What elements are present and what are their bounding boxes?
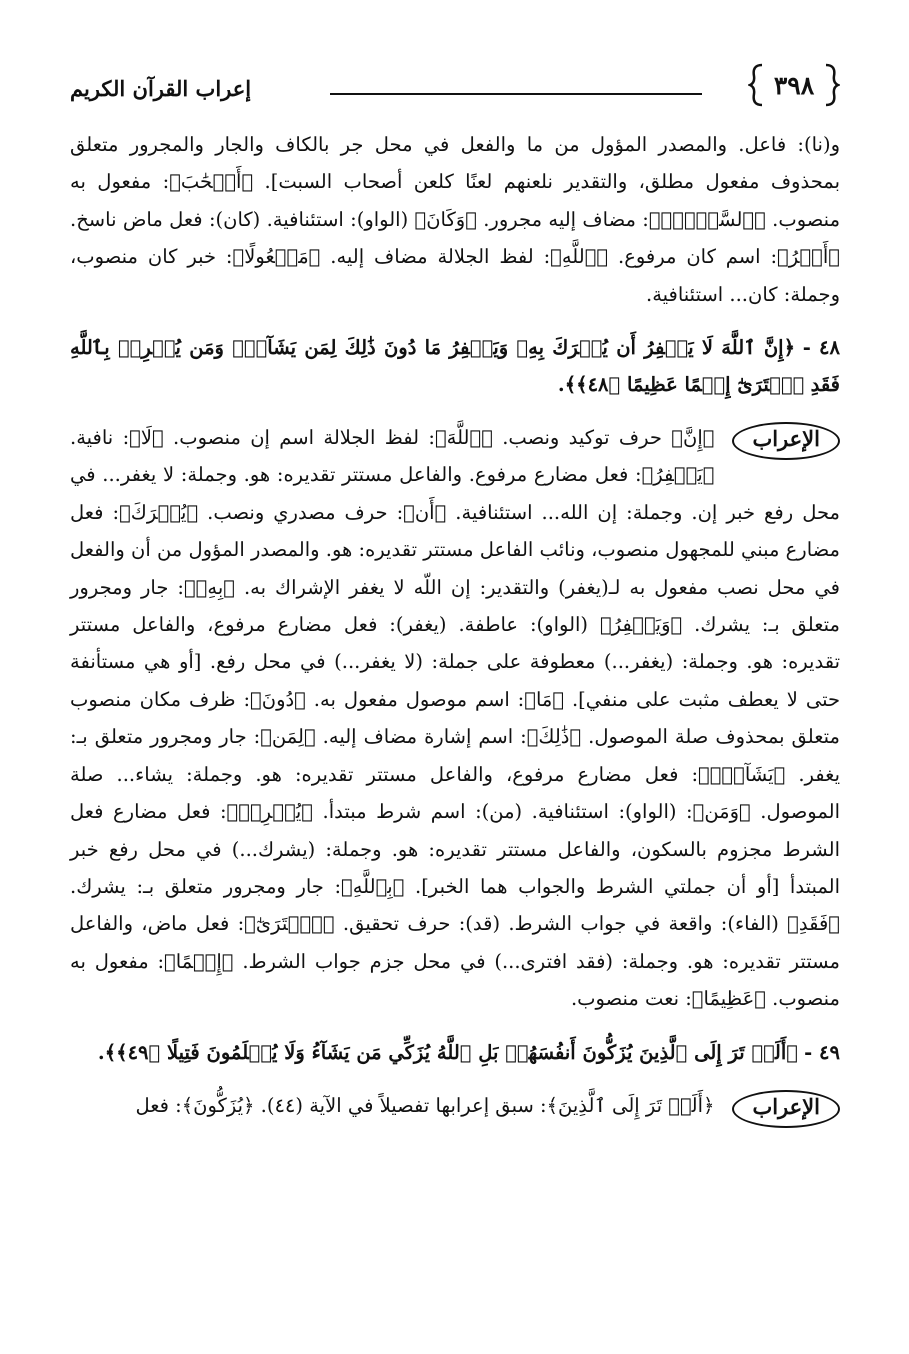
text-line: نافية. ﴿يَغۡفِرُ﴾: فعل مضارع مرفوع. والفاعل مستتر تقديره: هو. وجملة: لا يغفر... في محل (70, 426, 840, 524)
verse-text-line: ﴿إِنَّ ٱللَّهَ لَا يَغۡفِرُ أَن يُشۡرَكَ بِهِۦ وَيَغۡفِرُ مَا دُونَ ذَٰلِكَ لِمَن يَشَآءُۚ وَمَن يُشۡرِكۡ بِٱللَّهِ فَقَدِ (70, 336, 840, 397)
text-line: مضارع مبني للمجهول منصوب، ونائب الفاعل مستتر تقديره: هو. والمصدر المؤول من أن والفعل (70, 538, 840, 562)
text-line: جواب الشرط. (قد): حرف تحقيق. ﴿ٱفۡتَرَىٰٓ﴾: فعل ماض، والفاعل مستتر تقديره: هو. وجملة: (70, 912, 840, 973)
header-rule (330, 93, 702, 95)
commentary-paragraph (70, 126, 840, 313)
page-number-badge (748, 62, 840, 108)
verse-48 (70, 329, 840, 403)
verse-number: ٤٨ - (802, 336, 840, 360)
verse-text-line: ﴿أَلَمۡ تَرَ إِلَى ٱلَّذِينَ يُزَكُّونَ أَنفُسَهُمۚ بَلِ ٱللَّهُ يُزَكِّي مَن يَشَآءُ وَلَا يُظۡلَمُونَ فَتِيلًا ﴿٤٩﴾﴾. (97, 1040, 798, 1064)
text-line: ﴿أَلَمۡ تَرَ إِلَى ٱلَّذِينَ﴾: سبق إعرابها تفصيلاً في الآية (٤٤). ﴿يُزَكُّونَ﴾: فعل (135, 1093, 715, 1117)
verse-text-line: ٱفۡتَرَىٰٓ إِثۡمًا عَظِيمًا ﴿٤٨﴾﴾. (557, 373, 805, 397)
text-line: هو. وجملة: (يغفر...) معطوفة على جملة: (لا يغفر...) في محل رفع. [أو هي مستأنفة حتى لا (70, 650, 841, 711)
text-line: كان... استئنافية. (646, 282, 778, 306)
text-line: منصوب. (570, 987, 639, 1011)
text-line: اسم كان مرفوع. ﴿ٱللَّهِ﴾: لفظ الجلالة مضاف إليه. ﴿مَفۡعُولًا﴾: خبر كان منصوب، وجملة: (70, 245, 840, 306)
verse-number: ٤٩ - (804, 1040, 840, 1064)
text-line: ﴿إِنَّ﴾ حرف توكيد ونصب. ﴿ٱللَّهَ﴾: لفظ الجلالة اسم إن منصوب. ﴿لَا﴾: (122, 426, 715, 450)
verse-49 (70, 1034, 840, 1071)
text-line: يعطف مثبت على منفي]. ﴿مَا﴾: اسم موصول مفعول به. ﴿دُونَ﴾: ظرف مكان منصوب متعلق (70, 687, 840, 749)
text-line: ﴿وَمَن﴾: (الواو): استئنافية. (من): اسم شرط مبتدأ. ﴿يُشۡرِكۡ﴾: فعل مضارع فعل الشرط مجزوم (70, 800, 841, 861)
text-line: في محل نصب مفعول به لـ(يغفر) والتقدير: إن اللّه لا يغفر الإشراك به. ﴿بِهِۦ﴾: جار ومجرور (70, 575, 840, 599)
text-line: رفع خبر إن. وجملة: إن الله... استئنافية. ﴿أَن﴾: حرف مصدري ونصب. ﴿يُشۡرَكَ﴾: فعل (70, 500, 794, 524)
irab-paragraph (70, 1087, 840, 1124)
text-line: بمحذوف صلة الموصول. ﴿ذَٰلِكَ﴾: اسم إشارة مضاف إليه. ﴿لِمَن﴾: جار ومجرور متعلق بـ: (70, 725, 785, 749)
text-line: بالسكون، والفاعل مستتر تقديره: هو. وجملة: (يشرك...) في محل رفع خبر المبتدأ [أو أن جملتي (70, 837, 840, 898)
book-title: إعراب القرآن الكريم (70, 76, 252, 101)
text-line: الشرط والجواب هما الخبر]. ﴿بِٱللَّهِ﴾: جار ومجرور متعلق بـ: يشرك. ﴿فَقَدِ﴾ (الفاء): واقعة في (70, 874, 840, 936)
text-line: ﴿ٱلسَّبۡتِۚ﴾: مضاف إليه مجرور. ﴿وَكَانَ﴾ (الواو): استئنافية. (كان): فعل ماض ناسخ. ﴿أَمۡرُ﴾: (70, 207, 840, 269)
text-line: يغفر. ﴿يَشَآءُۚ﴾: فعل مضارع مرفوع، والفاعل مستتر تقديره: هو. وجملة: يشاء... صلة الموصول. (70, 762, 840, 824)
page-content (70, 126, 840, 1132)
page-header (70, 62, 840, 118)
text-line: (فقد افترى...) في محل جزم جواب الشرط. ﴿إِثۡمًا﴾: مفعول به منصوب. ﴿عَظِيمًا﴾: نعت (70, 949, 840, 1011)
irab-badge: الإعراب (732, 422, 840, 460)
irab-badge: الإعراب (732, 1090, 840, 1128)
irab-paragraph (70, 419, 840, 1018)
text-line: متعلق بـ: يشرك. ﴿وَيَغۡفِرُ﴾ (الواو): عاطفة. (يغفر): فعل مضارع مرفوع، والفاعل مستتر تقديره: (70, 613, 840, 674)
page-number: ٣٩٨ (773, 70, 815, 100)
text-line: و(نا): فاعل. والمصدر المؤول من ما والفعل في محل جر بالكاف والجار والمجرور متعلق بمحذوف (70, 133, 840, 194)
text-line: مفعول مطلق، والتقدير نلعنهم لعنًا كلعن أصحاب السبت]. ﴿أَصۡحَٰبَ﴾: مفعول به منصوب. (70, 170, 841, 231)
